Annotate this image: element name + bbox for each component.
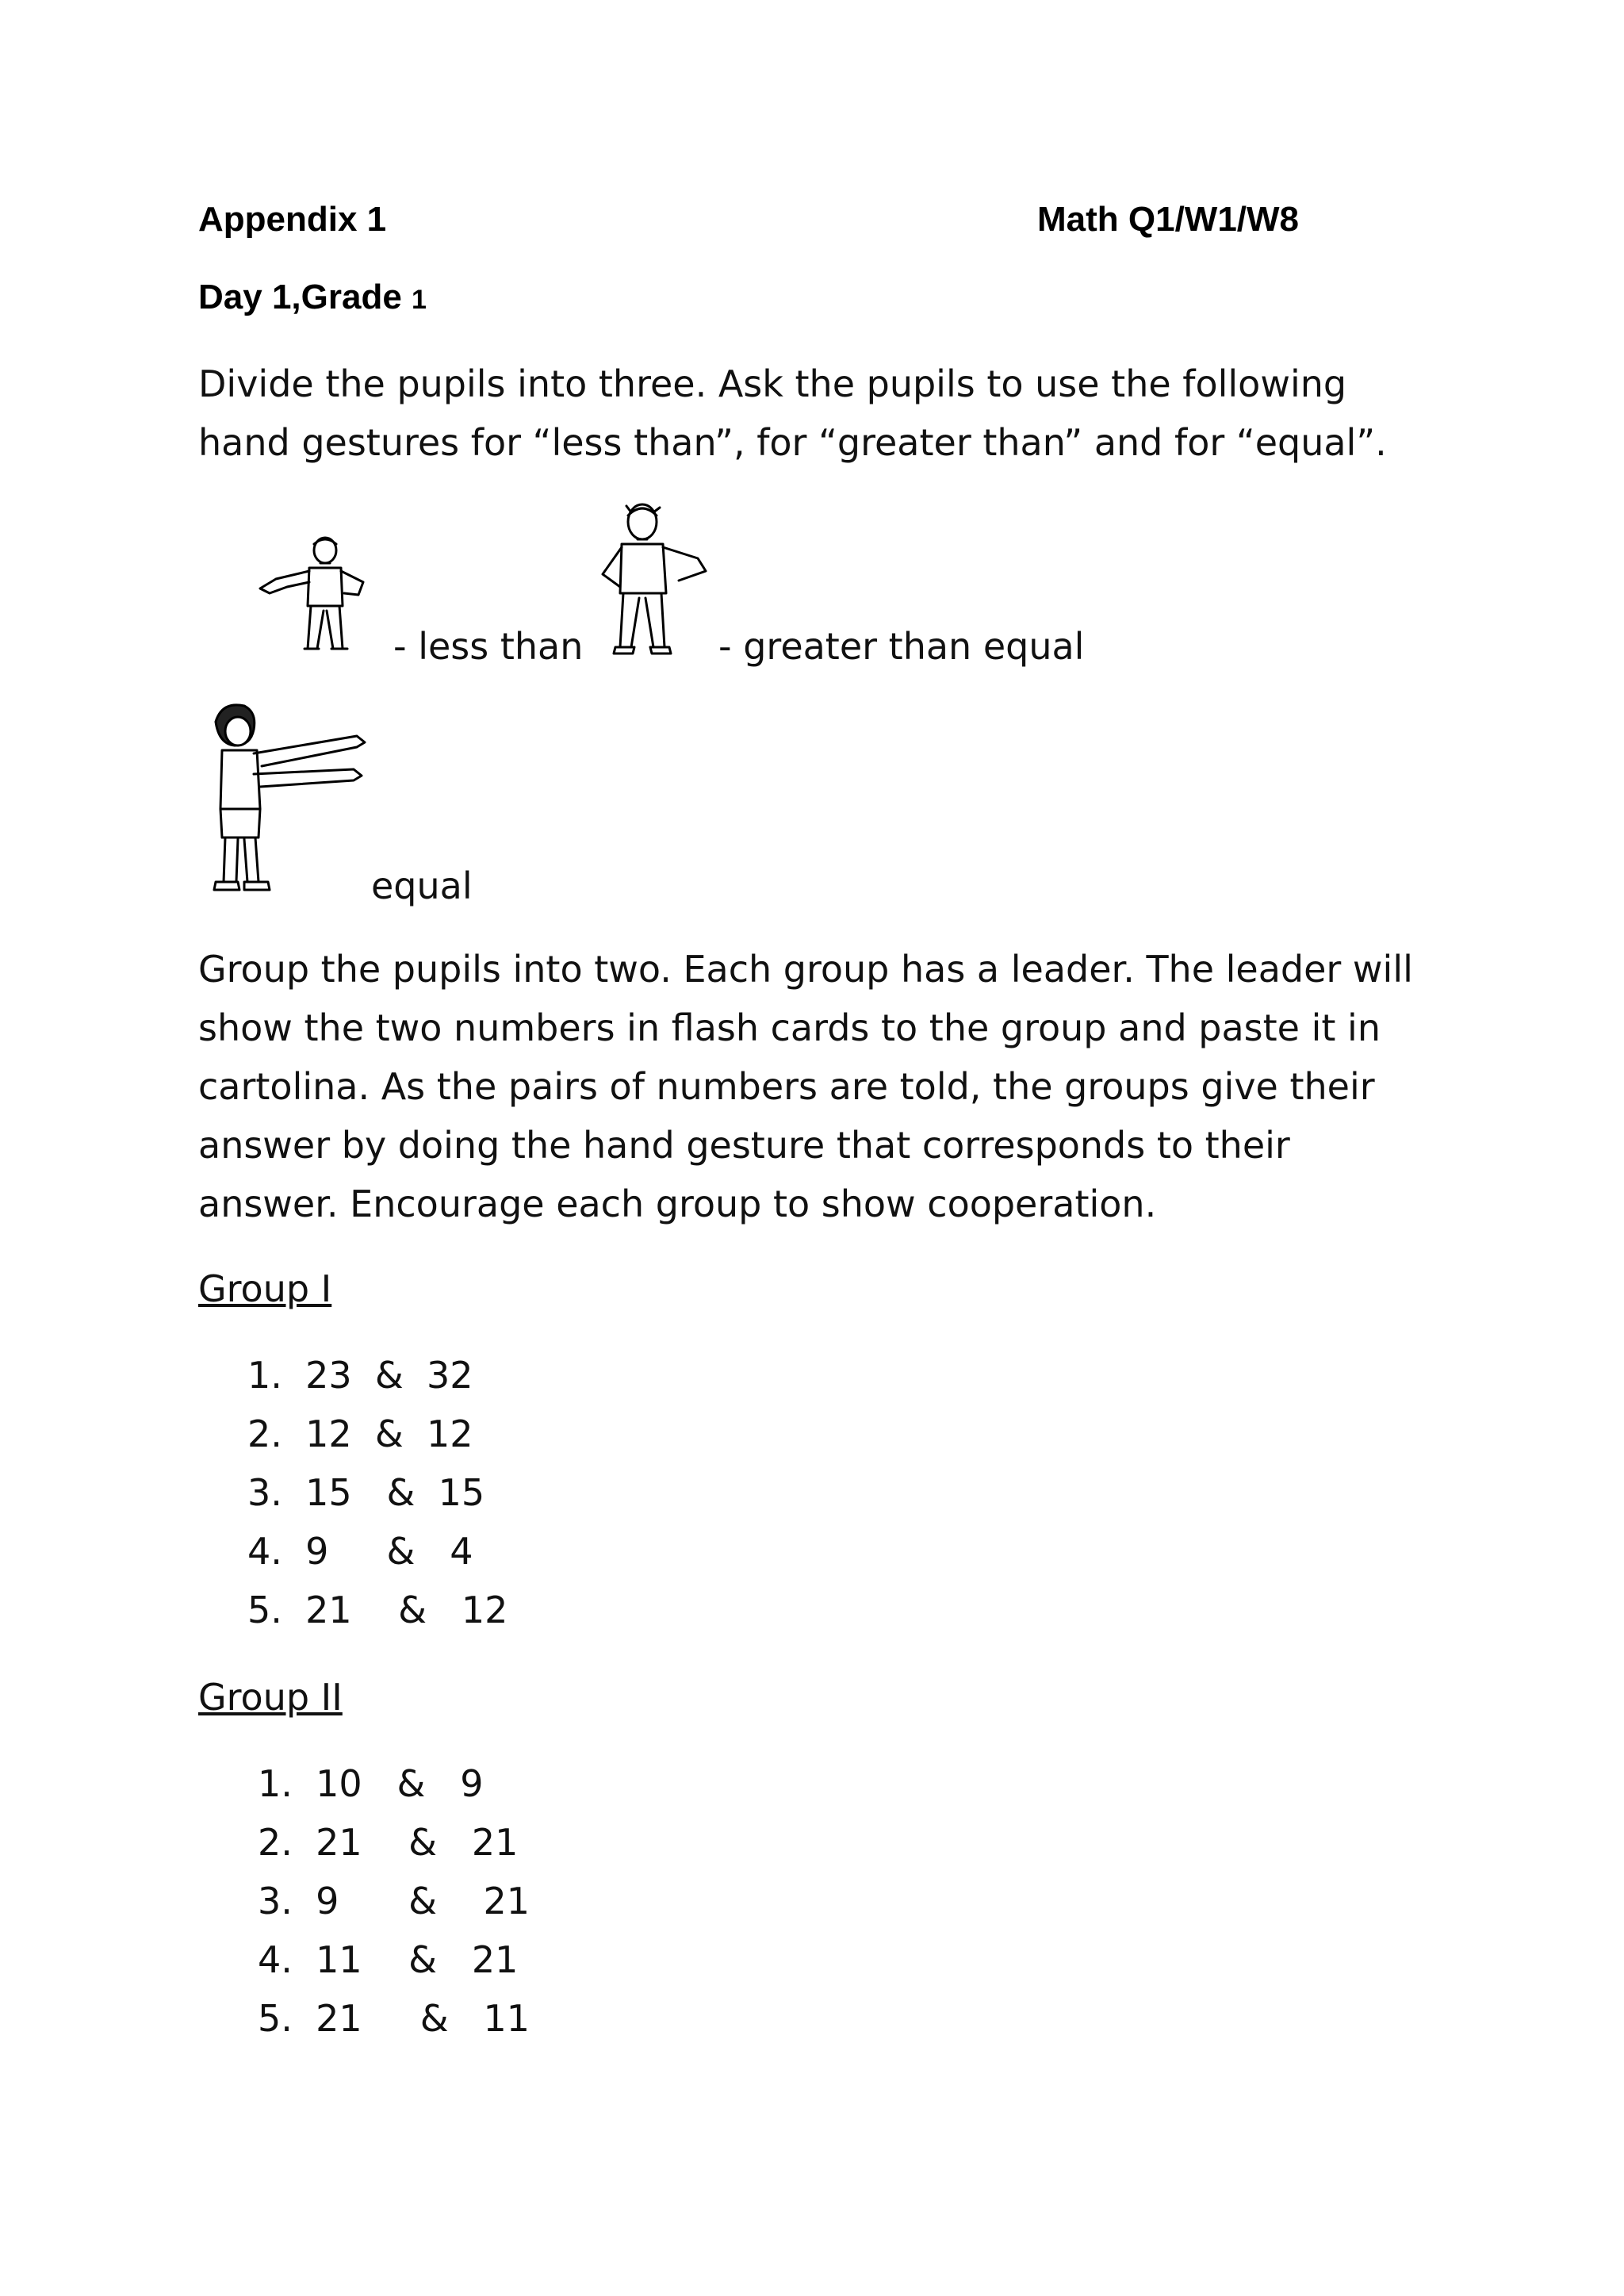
list-item: 5. 21 & 11: [258, 1997, 530, 2040]
less-than-label: - less than: [393, 625, 584, 668]
group-2-title: Group II: [198, 1676, 343, 1719]
lesson-code: Math Q1/W1/W8: [1037, 200, 1300, 239]
instructions-paragraph: Group the pupils into two. Each group has a leader. The leader will show the two numbers in flash cards to the group and paste it in cartolina. As the pairs of numbers are told, the groups give their answer by doing the hand gesture that corresponds to their answer. Encourage each group to show cooperation.: [198, 948, 1413, 1225]
appendix-title: Appendix 1: [198, 200, 387, 239]
day-grade-text: Day 1,Grade: [198, 278, 402, 316]
greater-than-label: - greater than equal: [718, 625, 1085, 668]
group-2-list: [258, 1754, 530, 2048]
intro-paragraph: Divide the pupils into three. Ask the pupils to use the following hand gestures for “less than”, for “greater than” and for “equal”.: [198, 362, 1387, 464]
list-item: 4. 9 & 4: [247, 1530, 473, 1573]
list-item: 1. 23 & 32: [247, 1354, 473, 1397]
list-item: 5. 21 & 12: [247, 1589, 508, 1631]
list-item: 2. 21 & 21: [258, 1821, 519, 1864]
list-item: 3. 9 & 21: [258, 1880, 530, 1922]
grade-number: 1: [412, 285, 427, 315]
list-item: 2. 12 & 12: [247, 1412, 473, 1455]
list-item: 3. 15 & 15: [247, 1471, 485, 1514]
greater-than-gesture-illustration: [579, 498, 722, 661]
equal-label: equal: [371, 864, 473, 907]
list-item: 4. 11 & 21: [258, 1938, 519, 1981]
day-grade-label: [198, 278, 427, 317]
equal-gesture-illustration: [198, 698, 373, 896]
group-1-title: Group I: [198, 1267, 332, 1310]
list-item: 1. 10 & 9: [258, 1762, 484, 1805]
group-1-list: [247, 1346, 508, 1639]
less-than-gesture-illustration: [252, 533, 387, 660]
